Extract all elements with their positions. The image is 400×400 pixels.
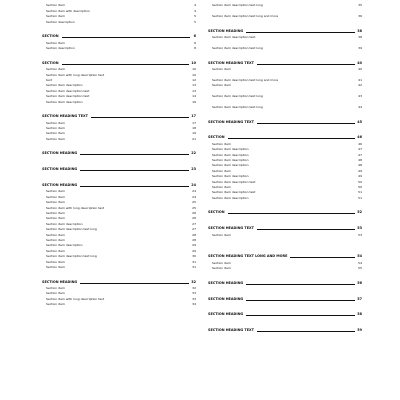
- toc-entry-title: text: [46, 77, 52, 82]
- toc-page-number: 4: [194, 3, 196, 8]
- toc-page-number: 33: [192, 296, 196, 301]
- toc-section-heading[interactable]: [42, 278, 196, 285]
- toc-page-number: 21: [192, 136, 196, 141]
- toc-entry-title: Section item description: [46, 83, 83, 88]
- toc-entry-title: Section item description text: [212, 35, 256, 40]
- toc-page-number: 5: [194, 19, 196, 24]
- toc-entry-title: Section item: [46, 67, 65, 72]
- toc-leader-rule: [246, 300, 355, 301]
- toc-page-number: 33: [192, 291, 196, 296]
- toc-page-number: 47: [358, 152, 362, 157]
- toc-page-number: 23: [191, 167, 196, 172]
- toc-entry-title: Section item description text long: [212, 46, 263, 51]
- toc-page-number: 30: [192, 254, 196, 259]
- toc-section-heading[interactable]: [42, 149, 196, 156]
- toc-entry[interactable]: [42, 136, 196, 141]
- toc-page-number: 54: [357, 254, 362, 259]
- toc-entry-title: Section item: [46, 126, 65, 131]
- toc-page-number: 46: [357, 135, 362, 140]
- toc-page-number: 25: [192, 200, 196, 205]
- toc-entry-title: Section item: [46, 194, 65, 199]
- toc-section-title: SECTION HEADING TEXT: [42, 114, 88, 119]
- toc-page-number: 40: [357, 60, 362, 65]
- toc-section-heading[interactable]: [42, 32, 196, 39]
- toc-page-number: 38: [358, 35, 362, 40]
- toc-section-title: SECTION HEADING: [208, 312, 244, 317]
- toc-page-number: 18: [192, 126, 196, 131]
- toc-entry[interactable]: [42, 98, 196, 103]
- toc-entry-title: Section item: [46, 302, 65, 307]
- toc-page-number: 13: [192, 83, 196, 88]
- toc-section-title: SECTION HEADING: [42, 151, 78, 156]
- toc-page-number: 55: [358, 266, 362, 271]
- toc-entry-title: Section item: [46, 216, 65, 221]
- toc-section-heading[interactable]: [208, 133, 362, 140]
- toc-page-number: 26: [192, 210, 196, 215]
- toc-entry-title: Section item description: [212, 147, 249, 152]
- toc-section-title: SECTION: [42, 60, 59, 65]
- toc-section-heading[interactable]: [42, 181, 196, 188]
- toc-leader-rule: [80, 154, 189, 155]
- toc-entry[interactable]: [208, 39, 362, 50]
- toc-leader-rule: [91, 117, 189, 118]
- toc-entry-title: Section item description: [46, 243, 83, 248]
- toc-page-number: 24: [192, 194, 196, 199]
- toc-page-number: 4: [194, 8, 196, 13]
- toc-entry-title: Section item description: [212, 195, 249, 200]
- toc-entry-title: Section item description: [212, 174, 249, 179]
- toc-page-number: 57: [357, 296, 362, 301]
- toc-section-heading[interactable]: [208, 208, 362, 215]
- toc-page-number: 27: [192, 227, 196, 232]
- toc-section-title: SECTION HEADING: [42, 182, 78, 187]
- toc-section-heading[interactable]: [42, 59, 196, 66]
- toc-entry-title: Section item: [46, 248, 65, 253]
- toc-page-number: 31: [192, 264, 196, 269]
- toc-section-heading[interactable]: [208, 27, 362, 34]
- toc-page-number: 5: [194, 14, 196, 19]
- toc-entry[interactable]: [208, 265, 362, 270]
- toc-page-number: 59: [357, 327, 362, 332]
- toc-entry-title: Section description: [46, 19, 75, 24]
- toc-section-title: SECTION HEADING TEXT: [208, 226, 254, 230]
- toc-entry-title: Section item: [46, 131, 65, 136]
- toc-page-number: 12: [192, 77, 196, 82]
- toc-page-number: 29: [192, 243, 196, 248]
- toc-page-number: 36: [358, 14, 362, 19]
- toc-page-number: 28: [192, 237, 196, 242]
- toc-section-heading[interactable]: [208, 295, 362, 302]
- toc-entry[interactable]: [42, 18, 196, 23]
- toc-page-number: 17: [192, 120, 196, 125]
- toc-section-heading[interactable]: [42, 165, 196, 172]
- toc-entry[interactable]: [208, 231, 362, 236]
- toc-entry-title: Section item: [46, 200, 65, 205]
- toc-page-number: 44: [358, 104, 362, 109]
- toc-entry-title: Section item: [46, 120, 65, 125]
- toc-section-title: SECTION HEADING TEXT: [208, 60, 254, 65]
- toc-page-number: 34: [192, 302, 196, 307]
- toc-section-title: SECTION HEADING: [42, 167, 78, 172]
- toc-entry-title: Section item: [212, 266, 231, 271]
- toc-entry-title: Section item description: [212, 152, 249, 157]
- toc-page-number: 28: [192, 232, 196, 237]
- toc-section-heading[interactable]: [42, 112, 196, 119]
- toc-leader-rule: [246, 284, 355, 285]
- toc-entry-title: Section item description text long: [212, 94, 263, 99]
- toc-leader-rule: [228, 213, 356, 214]
- toc-section-title: SECTION HEADING TEXT LONG AND MORE: [208, 254, 288, 259]
- toc-page-number: 8: [194, 46, 196, 51]
- toc-page-number: 17: [191, 114, 196, 119]
- toc-entry-title: Section item: [46, 291, 65, 296]
- toc-entry-title: Section item: [46, 237, 65, 242]
- toc-entry-title: Section item: [46, 259, 65, 264]
- toc-page-number: 40: [358, 67, 362, 72]
- toc-entry-title: Section item: [46, 40, 65, 45]
- toc-page-number: 42: [358, 83, 362, 88]
- toc-entry[interactable]: [208, 98, 362, 109]
- toc-entry-title: Section item: [46, 264, 65, 269]
- toc-section-title: SECTION HEADING: [208, 280, 244, 285]
- toc-page-number: 52: [357, 210, 362, 215]
- toc-entry[interactable]: [42, 301, 196, 306]
- toc-entry-title: Section item: [212, 260, 231, 265]
- toc-page-number: 46: [358, 141, 362, 146]
- toc-page-number: 22: [191, 151, 196, 156]
- toc-entry-title: Section item with long description text: [46, 205, 105, 210]
- toc-entry[interactable]: [42, 264, 196, 269]
- toc-entry-title: Section item: [46, 136, 65, 141]
- toc-entry-title: Section item: [212, 83, 231, 88]
- toc-page-number: 10: [192, 72, 196, 77]
- toc-page-number: 53: [357, 226, 362, 230]
- toc-entry-title: Section item description text: [212, 190, 256, 195]
- toc-page-number: 56: [357, 280, 362, 285]
- toc-page-number: 29: [192, 248, 196, 253]
- toc-page-number: 16: [192, 99, 196, 104]
- toc-entry-title: Section item description text: [46, 88, 90, 93]
- toc-entry-title: Section item: [212, 184, 231, 189]
- toc-page-number: 10: [192, 67, 196, 72]
- toc-page-number: 53: [358, 232, 362, 237]
- toc-entry-title: Section item description: [46, 221, 83, 226]
- toc-section-title: SECTION HEADING: [42, 279, 78, 284]
- toc-entry-title: Section item: [46, 3, 65, 8]
- toc-page-number: 48: [358, 163, 362, 168]
- toc-entry[interactable]: [208, 87, 362, 98]
- toc-page-number: 32: [191, 279, 196, 284]
- toc-page-number: 24: [191, 182, 196, 187]
- toc-leader-rule: [246, 315, 355, 316]
- toc-page-number: 49: [358, 174, 362, 179]
- toc-page-number: 24: [192, 189, 196, 194]
- toc-page-number: 54: [358, 260, 362, 265]
- toc-section-title: SECTION: [42, 34, 59, 39]
- toc-page-number: 14: [192, 94, 196, 99]
- toc-page-number: 6: [193, 34, 196, 39]
- toc-entry[interactable]: [42, 45, 196, 50]
- toc-entry-title: Section item description text long: [212, 104, 263, 109]
- toc-entry-title: Section item description: [46, 99, 83, 104]
- toc-leader-rule: [290, 257, 355, 258]
- toc-entry-title: Section item: [46, 232, 65, 237]
- toc-entry-title: Section item description text long: [46, 227, 97, 232]
- toc-page-number: 48: [358, 157, 362, 162]
- toc-entry-title: Section item description text long and more: [212, 14, 279, 19]
- toc-leader-rule: [62, 37, 190, 38]
- toc-entry-title: Section item: [46, 286, 65, 291]
- toc-entry-title: Section item description text: [46, 94, 90, 99]
- toc-section-heading[interactable]: [208, 224, 362, 231]
- toc-section-heading[interactable]: [208, 326, 362, 333]
- toc-entry-title: Section item description text: [212, 179, 256, 184]
- toc-page-number: 27: [192, 221, 196, 226]
- toc-page-number: 51: [358, 195, 362, 200]
- toc-page-number: 25: [192, 205, 196, 210]
- toc-entry-title: Section item description: [212, 157, 249, 162]
- toc-entry-title: Section item description text long: [212, 3, 263, 8]
- toc-entry[interactable]: [208, 7, 362, 18]
- toc-page-number: 45: [357, 119, 362, 124]
- toc-section-title: SECTION HEADING: [208, 296, 244, 301]
- toc-page-number: 49: [358, 168, 362, 173]
- toc-section-heading[interactable]: [208, 279, 362, 286]
- toc-page-number: 31: [192, 259, 196, 264]
- toc-section-heading[interactable]: [208, 118, 362, 125]
- toc-leader-rule: [62, 64, 190, 65]
- toc-page-number: 10: [191, 60, 196, 65]
- toc-entry-title: Section item description text long: [46, 254, 97, 259]
- toc-entry-title: Section item with long description text: [46, 72, 105, 77]
- toc-section-heading[interactable]: [208, 245, 362, 259]
- toc-leader-rule: [80, 186, 189, 187]
- toc-section-title: SECTION HEADING TEXT: [208, 327, 254, 332]
- toc-page-number: 32: [192, 286, 196, 291]
- toc-section-title: SECTION HEADING TEXT: [208, 119, 254, 124]
- toc-section-title: SECTION: [208, 135, 225, 140]
- toc-entry-title: Section item with description: [46, 8, 90, 13]
- toc-leader-rule: [80, 170, 189, 171]
- toc-leader-rule: [257, 229, 355, 230]
- toc-entry-title: Section item with long description text: [46, 296, 105, 301]
- toc-entry-title: Section item: [212, 141, 231, 146]
- toc-entry-title: Section item: [212, 168, 231, 173]
- toc-page-number: 41: [358, 77, 362, 82]
- toc-page-number: 13: [192, 88, 196, 93]
- toc-entry-title: Section item: [212, 232, 231, 237]
- toc-page-number: 50: [358, 179, 362, 184]
- toc-section-heading[interactable]: [208, 310, 362, 317]
- toc-entry-title: Section description: [46, 46, 75, 51]
- toc-page-number: 6: [194, 40, 196, 45]
- toc-page-number: 50: [358, 184, 362, 189]
- toc-entry[interactable]: [208, 194, 362, 199]
- toc-page-number: 58: [357, 312, 362, 317]
- toc-entry[interactable]: [208, 71, 362, 82]
- toc-page-number: 47: [358, 147, 362, 152]
- toc-entry-title: Section item description text long and more: [212, 77, 279, 82]
- toc-page-number: 26: [192, 216, 196, 221]
- toc-page-number: 51: [358, 190, 362, 195]
- toc-page-number: 35: [358, 3, 362, 8]
- toc-section-title: SECTION HEADING: [208, 28, 244, 33]
- toc-page-number: 39: [358, 46, 362, 51]
- toc-page-number: 38: [357, 28, 362, 33]
- toc-leader-rule: [246, 32, 355, 33]
- toc-leader-rule: [257, 64, 355, 65]
- toc-entry-title: Section item description: [212, 163, 249, 168]
- toc-section-heading[interactable]: [208, 59, 362, 66]
- toc-leader-rule: [257, 331, 355, 332]
- toc-entry-title: Section item: [46, 189, 65, 194]
- toc-leader-rule: [80, 283, 189, 284]
- toc-section-title: SECTION: [208, 210, 225, 215]
- toc-leader-rule: [257, 123, 355, 124]
- toc-entry-title: Section item: [46, 14, 65, 19]
- toc-entry-title: Section item: [212, 67, 231, 72]
- toc-page-number: 43: [358, 94, 362, 99]
- toc-leader-rule: [228, 138, 356, 139]
- toc-entry-title: Section item: [46, 210, 65, 215]
- toc-page-number: 19: [192, 131, 196, 136]
